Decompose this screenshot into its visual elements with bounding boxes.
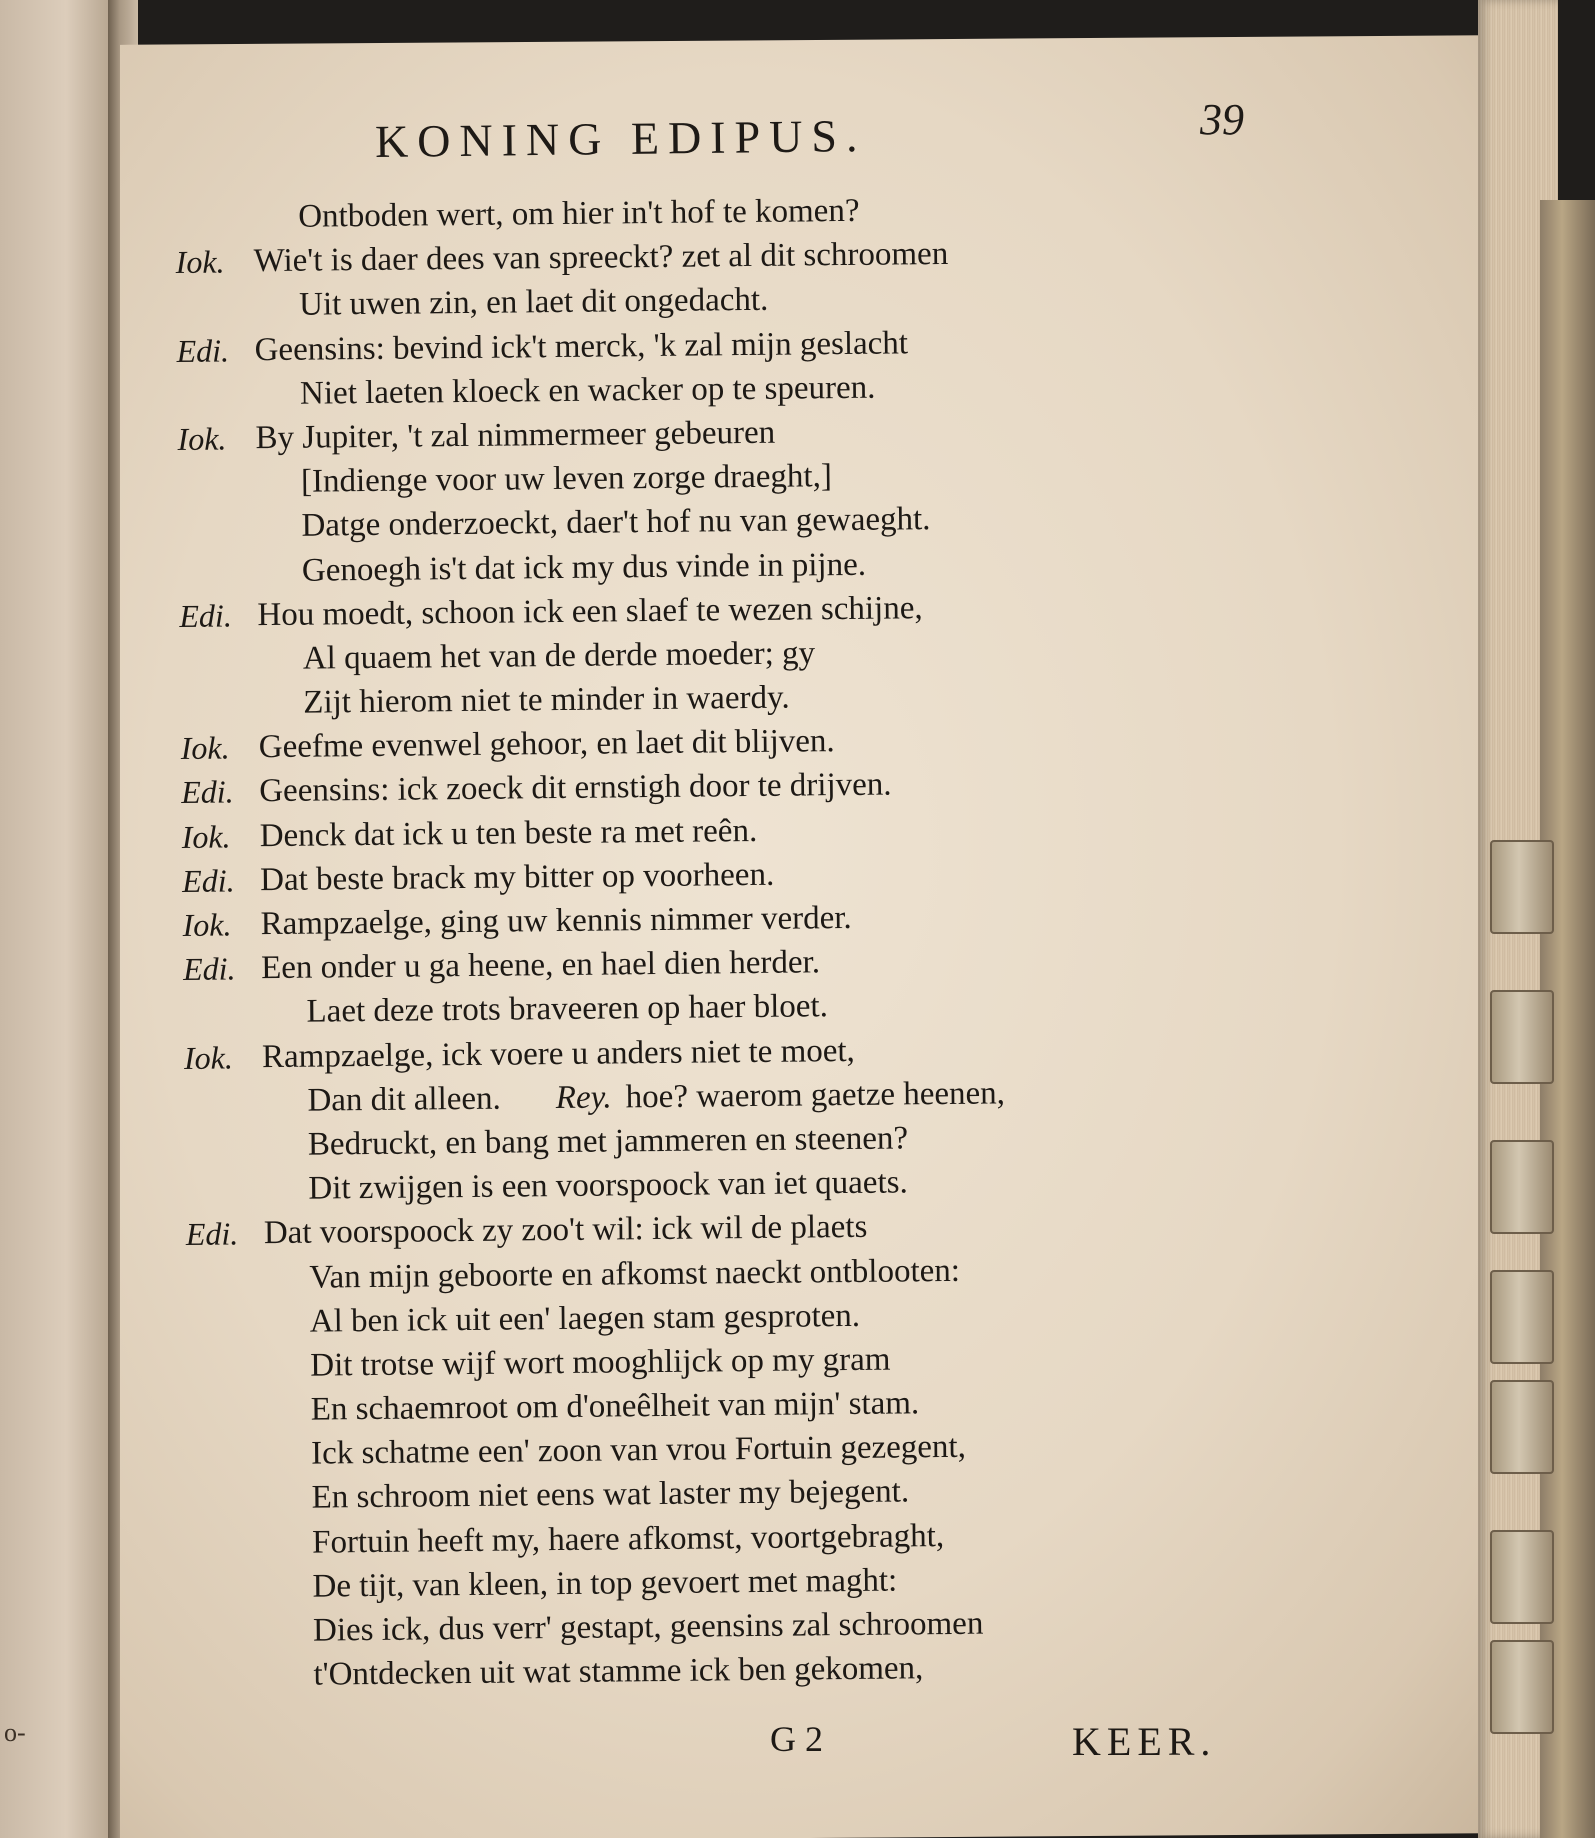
catchword: KEER.	[1072, 1719, 1217, 1764]
speaker-label: Iok.	[177, 420, 227, 457]
verse-text: Rampzaelge, ick voere u anders niet te moet,	[261, 1032, 856, 1075]
verse-text: Al ben ick uit een' laegen stam gesproten.	[309, 1297, 861, 1340]
verse-text: Geensins: ick zoeck dit ernstigh door te drijven.	[259, 766, 892, 810]
speaker-label	[187, 1388, 265, 1433]
speaker-label	[186, 1256, 264, 1301]
speaker-label	[184, 1079, 262, 1124]
speaker-label	[178, 504, 256, 549]
verse-text: Zijt hierom niet te minder in waerdy.	[303, 679, 790, 721]
inline-speaker-label: Rey.	[555, 1079, 612, 1116]
speaker-label	[187, 1300, 265, 1345]
speaker-label	[188, 1477, 266, 1522]
speaker-label	[190, 1609, 268, 1654]
speaker-label	[187, 1344, 265, 1389]
verse-text-continued: hoe? waerom gaetze heenen,	[625, 1075, 1006, 1116]
index-tab[interactable]	[1490, 1140, 1554, 1234]
verse-block	[175, 184, 1291, 1698]
index-tab[interactable]	[1490, 1640, 1554, 1734]
speaker-label: Iok.	[183, 1039, 234, 1076]
verse-text: Bedruckt, en bang met jammeren en steenen?	[307, 1120, 909, 1163]
verse-text: Ick schatme een' zoon van vrou Fortuin gezegent,	[310, 1429, 967, 1472]
speaker-label	[185, 1167, 263, 1212]
speaker-label	[178, 460, 256, 505]
verse-text: Dat beste brack my bitter op voorheen.	[259, 856, 775, 898]
verse-text: Rampzaelge, ging uw kennis nimmer verder.	[260, 899, 852, 943]
speaker-label	[189, 1565, 267, 1610]
signature-mark: G 2	[770, 1719, 823, 1759]
verse-text: Geefme evenwel gehoor, en laet dit blijven.	[258, 723, 835, 766]
verse-text: Denck dat ick u ten beste ra met reên.	[259, 812, 758, 854]
speaker-label	[179, 549, 257, 594]
verse-text: Van mijn geboorte en afkomst naeckt ontblooten:	[309, 1252, 961, 1296]
speaker-label	[176, 284, 254, 329]
verse-text: Geensins: bevind ick't merck, 'k zal mijn geslacht	[254, 324, 909, 368]
speaker-label: Edi.	[181, 862, 235, 899]
verse-text: Dat voorspoock zy zoo't wil: ick wil de plaets	[263, 1209, 868, 1252]
verse-text: Dit trotse wijf wort mooghlijck op my gram	[310, 1341, 891, 1384]
verse-text: Dan dit alleen.	[307, 1080, 501, 1119]
verse-text: De tijt, van kleen, in top gevoert met maght:	[312, 1562, 898, 1605]
page-number: 39	[1200, 95, 1244, 144]
speaker-label: Iok.	[182, 906, 232, 943]
left-page-fragment: o-	[4, 1718, 26, 1747]
speaker-label	[180, 637, 258, 682]
verse-text: Datge onderzoeckt, daer't hof nu van gewaeght.	[301, 501, 931, 545]
index-tab[interactable]	[1490, 1530, 1554, 1624]
verse-text: t'Ontdecken uit wat stamme ick ben gekomen,	[313, 1650, 924, 1693]
verse-text: Al quaem het van de derde moeder; gy	[302, 635, 816, 677]
speaker-label	[177, 372, 255, 417]
speaker-label	[190, 1653, 268, 1698]
speaker-label: Edi.	[181, 773, 234, 811]
verse-text: Fortuin heeft my, haere afkomst, voortgebraght,	[311, 1517, 945, 1561]
verse-text: Ontboden wert, om hier in't hof te komen?	[298, 192, 860, 235]
verse-text: Uit uwen zin, en laet dit ongedacht.	[298, 282, 769, 324]
speaker-label	[175, 195, 253, 240]
index-tab[interactable]	[1490, 1270, 1554, 1364]
running-head: KONING EDIPUS.	[374, 109, 867, 168]
speaker-label	[180, 681, 258, 726]
verse-text: Genoegh is't dat ick my dus vinde in pijne.	[301, 546, 867, 589]
speaker-label	[185, 1123, 263, 1168]
verse-text: En schaemroot om d'oneêlheit van mijn' stam.	[310, 1385, 920, 1428]
index-tab[interactable]	[1490, 840, 1554, 934]
left-page	[0, 0, 120, 1838]
verse-text: Wie't is daer dees van spreeckt? zet al dit schroomen	[253, 236, 949, 280]
speaker-label	[188, 1432, 266, 1477]
verse-text: By Jupiter, 't zal nimmermeer gebeuren	[255, 414, 776, 457]
speaker-label	[189, 1521, 267, 1566]
verse-text: En schroom niet eens wat laster my bejegent.	[311, 1473, 910, 1517]
verse-text: Hou moedt, schoon ick een slaef te wezen schijne,	[257, 589, 923, 633]
index-tab[interactable]	[1490, 990, 1554, 1084]
speaker-label: Edi.	[176, 332, 230, 369]
index-tab[interactable]	[1490, 1380, 1554, 1474]
speaker-label: Iok.	[181, 818, 231, 855]
speaker-label: Iok.	[175, 243, 225, 281]
verse-text: Een onder u ga heene, en hael dien herder.	[260, 944, 821, 987]
speaker-label: Edi.	[185, 1215, 239, 1253]
verse-text: [Indienge voor uw leven zorge draeght,]	[300, 458, 833, 500]
verse-text: Laet deze trots braveeren op haer bloet.	[306, 988, 829, 1031]
speaker-label: Edi.	[182, 950, 236, 988]
verse-text: Dit zwijgen is een voorspoock van iet quaets.	[308, 1164, 908, 1207]
speaker-label: Edi.	[179, 597, 233, 634]
verse-text: Dies ick, dus verr' gestapt, geensins zal schroomen	[312, 1605, 984, 1649]
speaker-label	[183, 991, 261, 1036]
verse-text: Niet laeten kloeck en wacker op te speuren.	[299, 369, 876, 412]
speaker-label: Iok.	[180, 729, 230, 767]
